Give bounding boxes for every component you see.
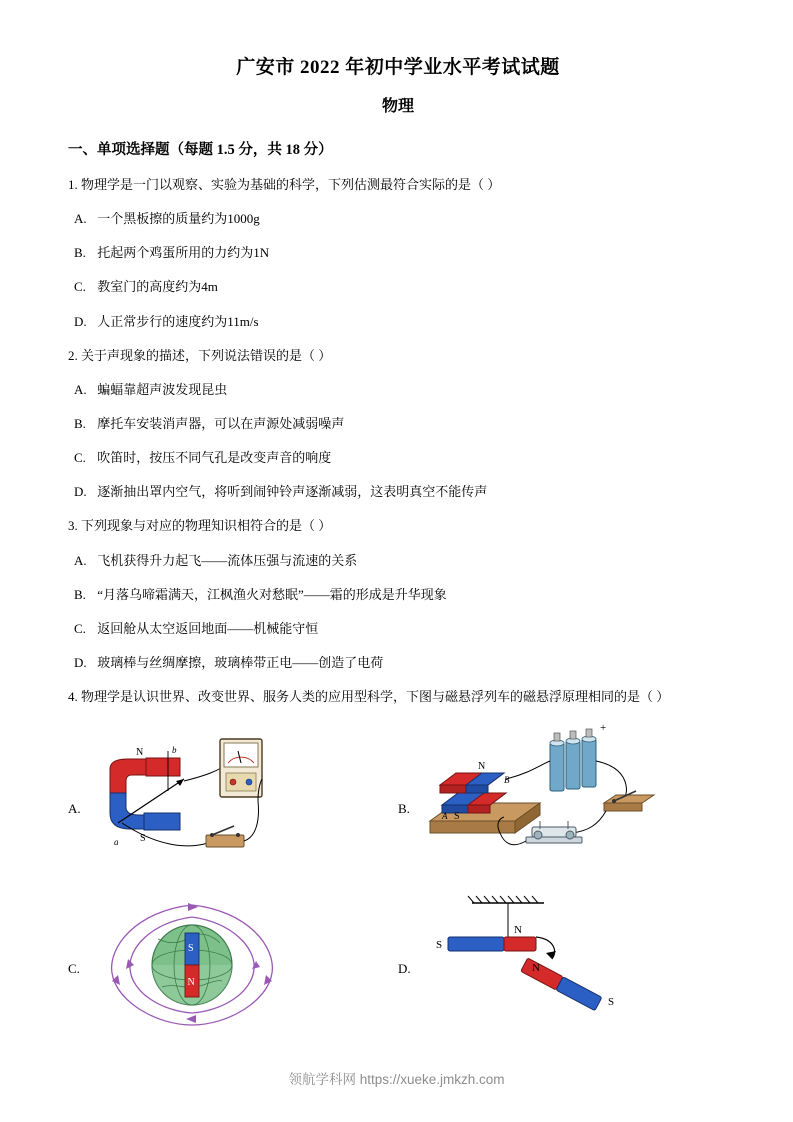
question-stem — [68, 346, 728, 366]
option-row — [68, 243, 728, 263]
option-label: B. — [74, 245, 86, 261]
option-row — [68, 585, 728, 605]
svg-text:a: a — [114, 837, 119, 848]
option-text: 逐渐抽出罩内空气，将听到闹钟铃声逐渐减弱，这表明真空不能传声 — [97, 484, 488, 500]
option-label: B. — [74, 586, 86, 602]
question-text: 下列现象与对应的物理知识相符合的是（ ） — [81, 518, 332, 534]
option-label: B. — [74, 415, 86, 431]
option-text: 一个黑板擦的质量约为1000g — [97, 211, 260, 227]
svg-text:N: N — [136, 747, 144, 759]
figure-d — [424, 893, 644, 1033]
option-text: “月落乌啼霜满天，江枫渔火对愁眠”——霜的形成是升华现象 — [97, 586, 447, 602]
figure-b — [420, 721, 670, 871]
figure-label-a: A. — [68, 801, 81, 817]
svg-text:S: S — [436, 939, 443, 952]
question-number: 1. — [68, 177, 78, 192]
figure-c-svg — [92, 889, 292, 1039]
svg-text:N: N — [478, 761, 486, 773]
option-label: A. — [74, 211, 87, 227]
figure-d-svg — [424, 893, 644, 1033]
svg-text:S: S — [608, 996, 615, 1009]
figure-b-svg — [420, 721, 670, 871]
option-row — [68, 277, 728, 297]
option-text: 飞机获得升力起飞——流体压强与流速的关系 — [97, 552, 358, 568]
svg-text:N: N — [187, 977, 195, 989]
section-heading: 一、单项选择题（每题 1.5 分，共 18 分） — [68, 142, 333, 158]
option-text: 蝙蝠靠超声波发现昆虫 — [97, 381, 228, 397]
option-row — [68, 551, 728, 571]
figure-a — [88, 731, 288, 861]
option-row — [68, 209, 728, 229]
document-content — [68, 52, 728, 1039]
figure-label-b: B. — [398, 801, 410, 817]
option-label: A. — [74, 552, 87, 568]
option-label: D. — [74, 484, 87, 500]
option-text: 玻璃棒与丝绸摩擦，玻璃棒带正电——创造了电荷 — [97, 654, 384, 670]
footer-watermark: 领航学科网 https://xueke.jmkzh.com — [288, 1072, 505, 1087]
option-row — [68, 619, 728, 639]
svg-text:B: B — [504, 775, 510, 786]
svg-text:A: A — [442, 811, 448, 822]
svg-text:b: b — [172, 745, 177, 756]
svg-text:S: S — [140, 833, 146, 845]
option-text: 返回舱从太空返回地面——机械能守恒 — [97, 620, 319, 636]
question-4-figure-group — [68, 721, 728, 1039]
option-row — [68, 380, 728, 400]
svg-text:N: N — [514, 924, 522, 937]
option-label: D. — [74, 654, 87, 670]
option-row — [68, 448, 728, 468]
svg-text:S: S — [454, 811, 460, 823]
option-label: D. — [74, 313, 87, 329]
option-row — [68, 312, 728, 332]
question-stem — [68, 687, 728, 707]
figure-c — [92, 889, 292, 1039]
option-text: 摩托车安装消声器，可以在声源处减弱噪声 — [97, 415, 345, 431]
option-row — [68, 653, 728, 673]
figure-label-c: C. — [68, 961, 80, 977]
option-text: 吹笛时，按压不同气孔是改变声音的响度 — [97, 450, 332, 466]
question-stem — [68, 175, 728, 195]
option-text: 托起两个鸡蛋所用的力约为1N — [97, 245, 270, 261]
question-number: 2. — [68, 347, 78, 363]
question-number: 3. — [68, 518, 78, 534]
question-stem — [68, 516, 728, 536]
question-text: 物理学是一门以观察、实验为基础的科学，下列估测最符合实际的是（ ） — [81, 177, 501, 192]
option-row — [68, 482, 728, 502]
option-label: A. — [74, 381, 87, 397]
page-title: 广安市 2022 年初中学业水平考试试题 — [236, 57, 560, 78]
option-row — [68, 414, 728, 434]
svg-text:S: S — [188, 943, 194, 955]
svg-text:+: + — [600, 722, 607, 735]
figure-label-d: D. — [398, 961, 411, 977]
figure-a-svg — [88, 731, 288, 861]
svg-text:N: N — [532, 962, 540, 975]
page-subtitle: 物理 — [381, 98, 414, 115]
option-label: C. — [74, 450, 86, 466]
question-text: 物理学是认识世界、改变世界、服务人类的应用型科学，下图与磁悬浮列车的磁悬浮原理相同的是（ ） — [81, 689, 670, 705]
option-label: C. — [74, 279, 86, 295]
question-number: 4. — [68, 689, 78, 705]
option-text: 教室门的高度约为4m — [97, 279, 218, 295]
option-text: 人正常步行的速度约为11m/s — [97, 313, 259, 329]
question-text: 关于声现象的描述，下列说法错误的是（ ） — [81, 347, 332, 363]
option-label: C. — [74, 620, 86, 636]
